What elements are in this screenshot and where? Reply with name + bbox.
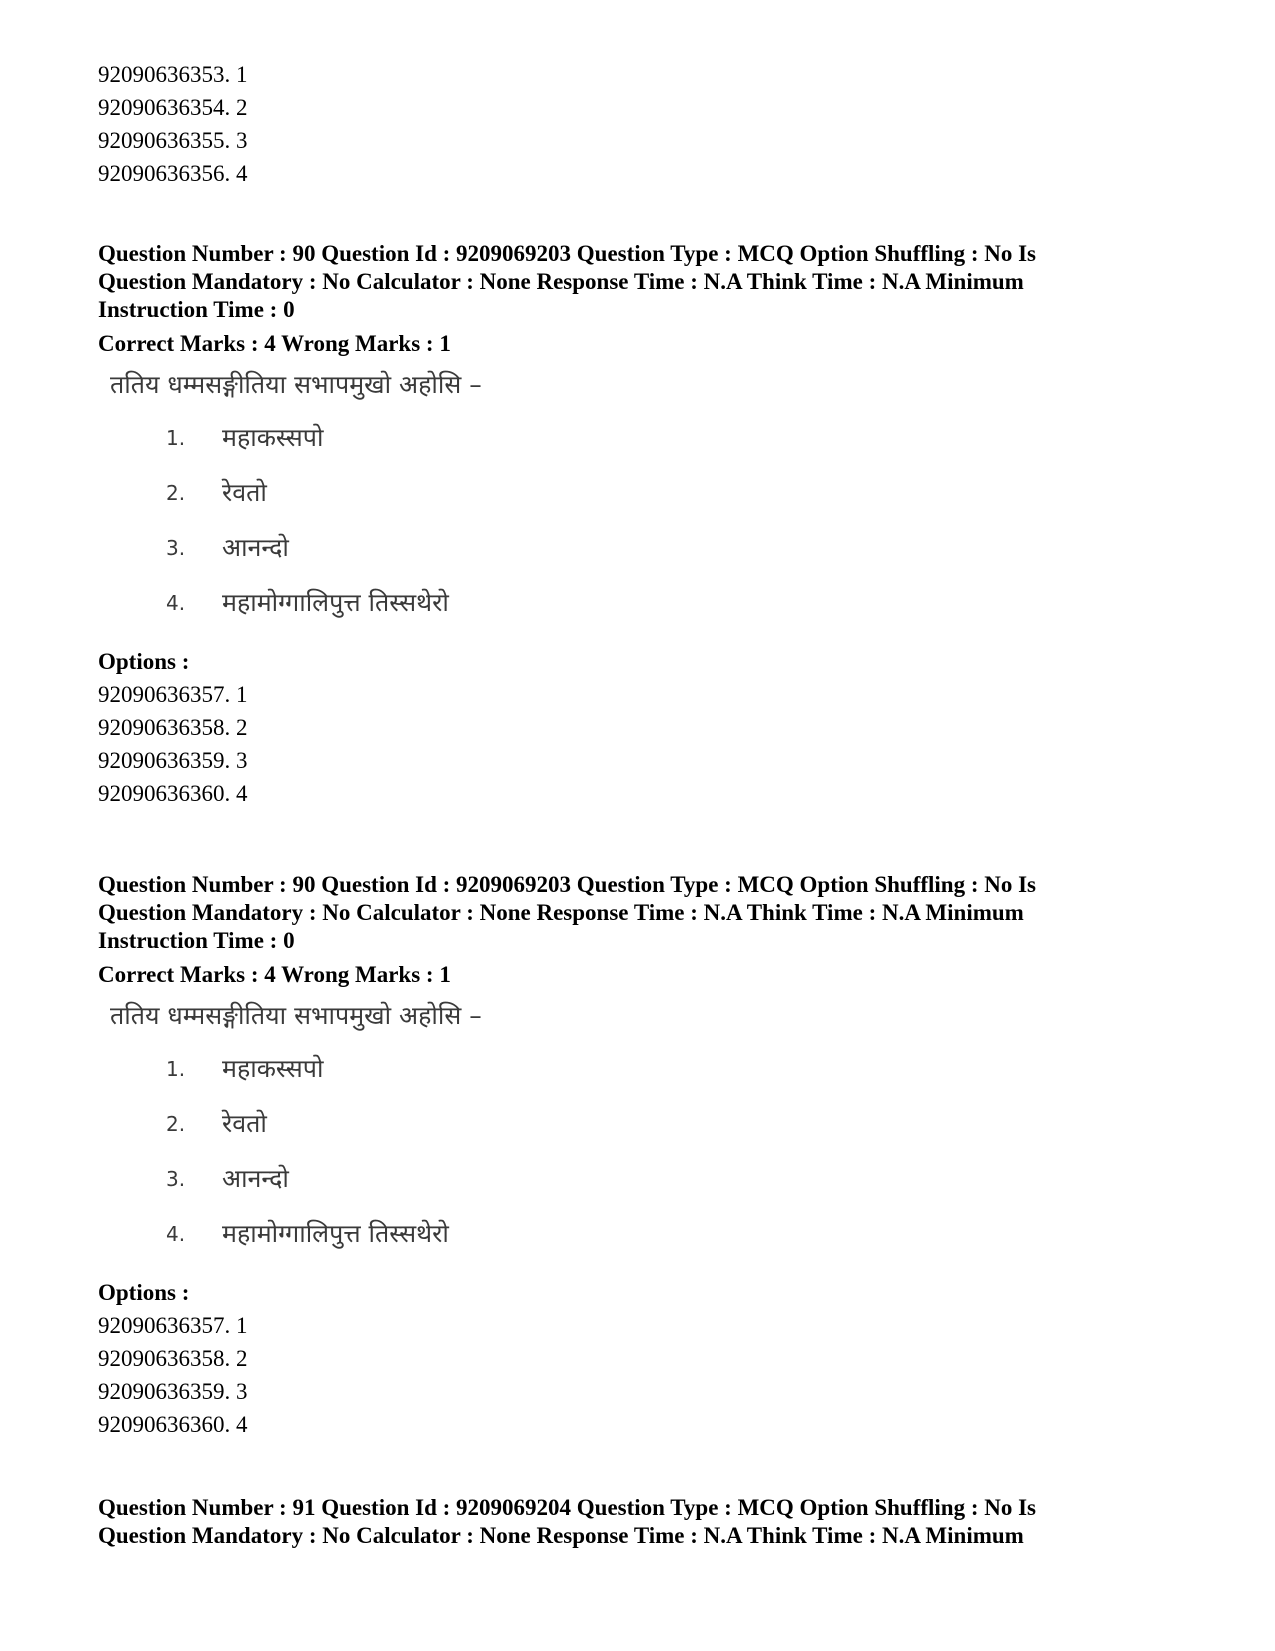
choice-number: 2. <box>166 481 186 505</box>
option-row: 92090636359. 3 <box>98 748 248 773</box>
choice-text: महाकस्सपो <box>222 423 324 452</box>
question-meta-line: Instruction Time : 0 <box>98 297 295 322</box>
options-label: Options : <box>98 1280 190 1305</box>
choice-text: रेवतो <box>222 1109 267 1138</box>
question-meta-line: Question Number : 91 Question Id : 9209069204 Question Type : MCQ Option Shuffling : No Is <box>98 1495 1037 1520</box>
question-image <box>98 370 558 632</box>
option-row: 92090636355. 3 <box>98 128 248 153</box>
question-stem: ततिय धम्मसङ्गीतिया सभापमुखो अहोसि – <box>110 1001 482 1030</box>
question-choice <box>98 522 558 577</box>
question-choice <box>98 412 558 467</box>
choice-number: 3. <box>166 1167 186 1191</box>
marks-line: Correct Marks : 4 Wrong Marks : 1 <box>98 331 451 356</box>
question-meta-line: Question Mandatory : No Calculator : None Response Time : N.A Think Time : N.A Minimum <box>98 1523 1024 1548</box>
question-choice <box>98 1043 558 1098</box>
choice-number: 3. <box>166 536 186 560</box>
option-row: 92090636357. 1 <box>98 682 248 707</box>
choice-number: 4. <box>166 591 186 615</box>
question-header <box>98 871 1188 989</box>
question-meta-line: Question Number : 90 Question Id : 9209069203 Question Type : MCQ Option Shuffling : No Is <box>98 241 1037 266</box>
question-meta-line: Question Mandatory : No Calculator : None Response Time : N.A Think Time : N.A Minimum <box>98 900 1024 925</box>
option-row: 92090636354. 2 <box>98 95 248 120</box>
choice-text: आनन्दो <box>222 1164 289 1193</box>
option-row: 92090636359. 3 <box>98 1379 248 1404</box>
question-meta-line: Instruction Time : 0 <box>98 928 295 953</box>
choice-text: महामोग्गालिपुत्त तिस्सथेरो <box>222 588 449 617</box>
question-header <box>98 1494 1188 1550</box>
question-choice <box>98 577 558 632</box>
option-row: 92090636353. 1 <box>98 62 248 87</box>
question-choice <box>98 467 558 522</box>
choice-number: 4. <box>166 1222 186 1246</box>
question-meta-line: Question Mandatory : No Calculator : None Response Time : N.A Think Time : N.A Minimum <box>98 269 1024 294</box>
choice-text: आनन्दो <box>222 533 289 562</box>
option-row: 92090636358. 2 <box>98 1346 248 1371</box>
choice-number: 1. <box>166 1057 186 1081</box>
question-choice <box>98 1098 558 1153</box>
question-header <box>98 240 1188 358</box>
choice-text: महाकस्सपो <box>222 1054 324 1083</box>
option-row: 92090636356. 4 <box>98 161 248 186</box>
choice-text: महामोग्गालिपुत्त तिस्सथेरो <box>222 1219 449 1248</box>
top-options-list <box>98 58 1188 190</box>
option-row: 92090636360. 4 <box>98 1412 248 1437</box>
question-choice <box>98 1153 558 1208</box>
marks-line: Correct Marks : 4 Wrong Marks : 1 <box>98 962 451 987</box>
choice-text: रेवतो <box>222 478 267 507</box>
options-section <box>98 1276 1188 1441</box>
question-meta-line: Question Number : 90 Question Id : 9209069203 Question Type : MCQ Option Shuffling : No Is <box>98 872 1037 897</box>
option-row: 92090636357. 1 <box>98 1313 248 1338</box>
option-row: 92090636358. 2 <box>98 715 248 740</box>
choice-number: 2. <box>166 1112 186 1136</box>
question-stem: ततिय धम्मसङ्गीतिया सभापमुखो अहोसि – <box>110 370 482 399</box>
question-choice <box>98 1208 558 1263</box>
question-image <box>98 1001 558 1263</box>
options-label: Options : <box>98 649 190 674</box>
options-section <box>98 645 1188 810</box>
choice-number: 1. <box>166 426 186 450</box>
option-row: 92090636360. 4 <box>98 781 248 806</box>
